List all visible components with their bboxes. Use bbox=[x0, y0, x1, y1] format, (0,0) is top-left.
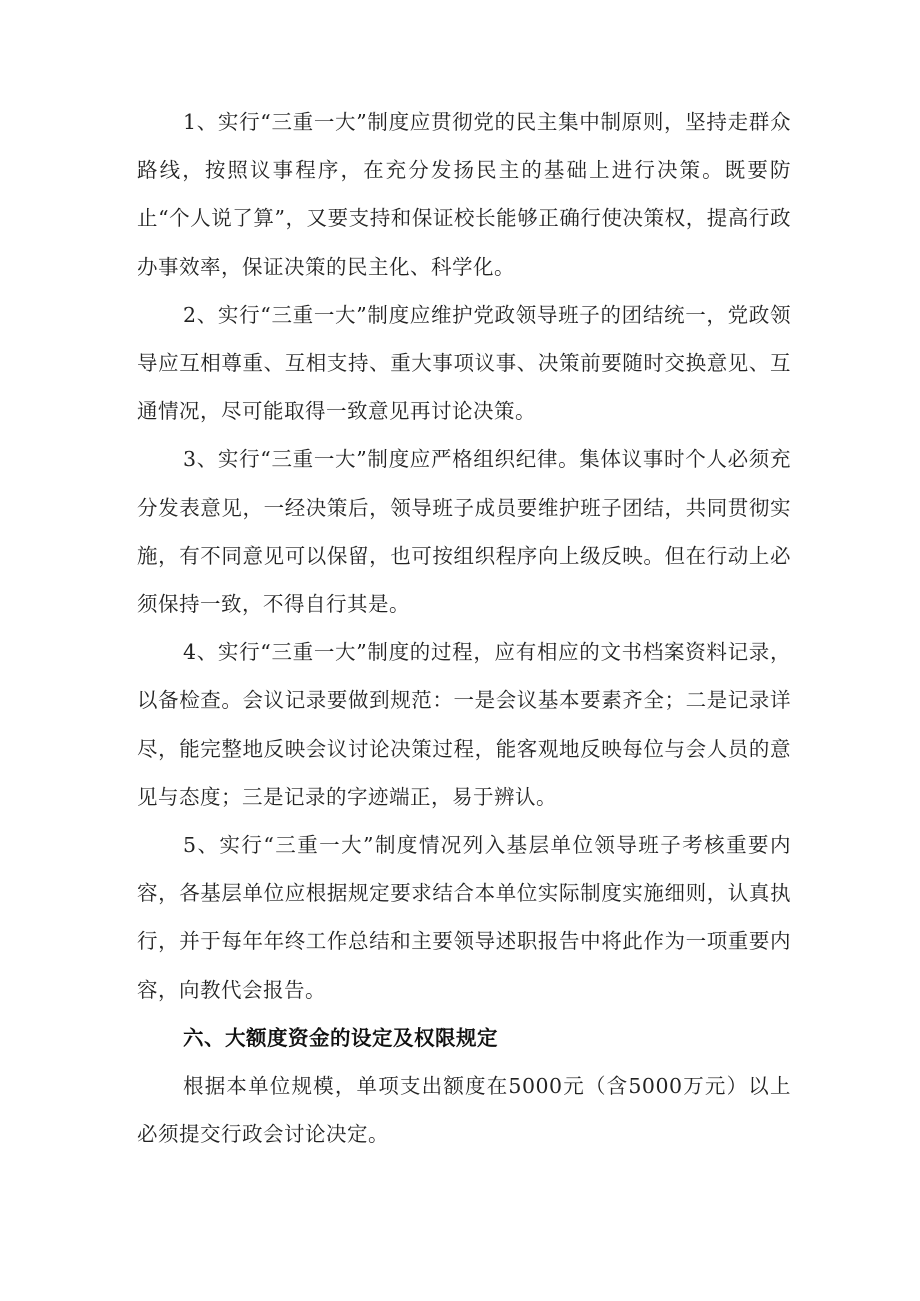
section-heading: 六、大额度资金的设定及权限规定 bbox=[183, 1025, 498, 1050]
paragraph-4: 4、实行“三重一大”制度的过程，应有相应的文书档案资料记录，以备检查。会议记录要做到规范：一是会议基本要素齐全；二是记录详尽，能完整地反映会议讨论决策过程，能客观地反映每位与会人员的意见与态度；三是记录的字迹端正，易于辨认。 bbox=[137, 640, 791, 809]
paragraph-1: 1、实行“三重一大”制度应贯彻党的民主集中制原则，坚持走群众路线，按照议事程序，在充分发扬民主的基础上进行决策。既要防止“个人说了算”，又要支持和保证校长能够正确行使决策权，提高行政办事效率，保证决策的民主化、科学化。 bbox=[137, 110, 791, 279]
paragraph-2: 2、实行“三重一大”制度应维护党政领导班子的团结统一，党政领导应互相尊重、互相支持、重大事项议事、决策前要随时交换意见、互通情况，尽可能取得一致意见再讨论决策。 bbox=[137, 302, 791, 424]
paragraph-3: 3、实行“三重一大”制度应严格组织纪律。集体议事时个人必须充分发表意见，一经决策后，领导班子成员要维护班子团结，共同贯彻实施，有不同意见可以保留，也可按组织程序向上级反映。但在行动上必须保持一致，不得自行其是。 bbox=[137, 447, 791, 617]
paragraph-5: 5、实行“三重一大”制度情况列入基层单位领导班子考核重要内容，各基层单位应根据规定要求结合本单位实际制度实施细则，认真执行，并于每年年终工作总结和主要领导述职报告中将此作为一项重要内容，向教代会报告。 bbox=[137, 833, 791, 1002]
section-paragraph: 根据本单位规模，单项支出额度在5000元（含5000万元）以上必须提交行政会讨论决定。 bbox=[137, 1074, 791, 1147]
document-body bbox=[137, 98, 791, 1158]
